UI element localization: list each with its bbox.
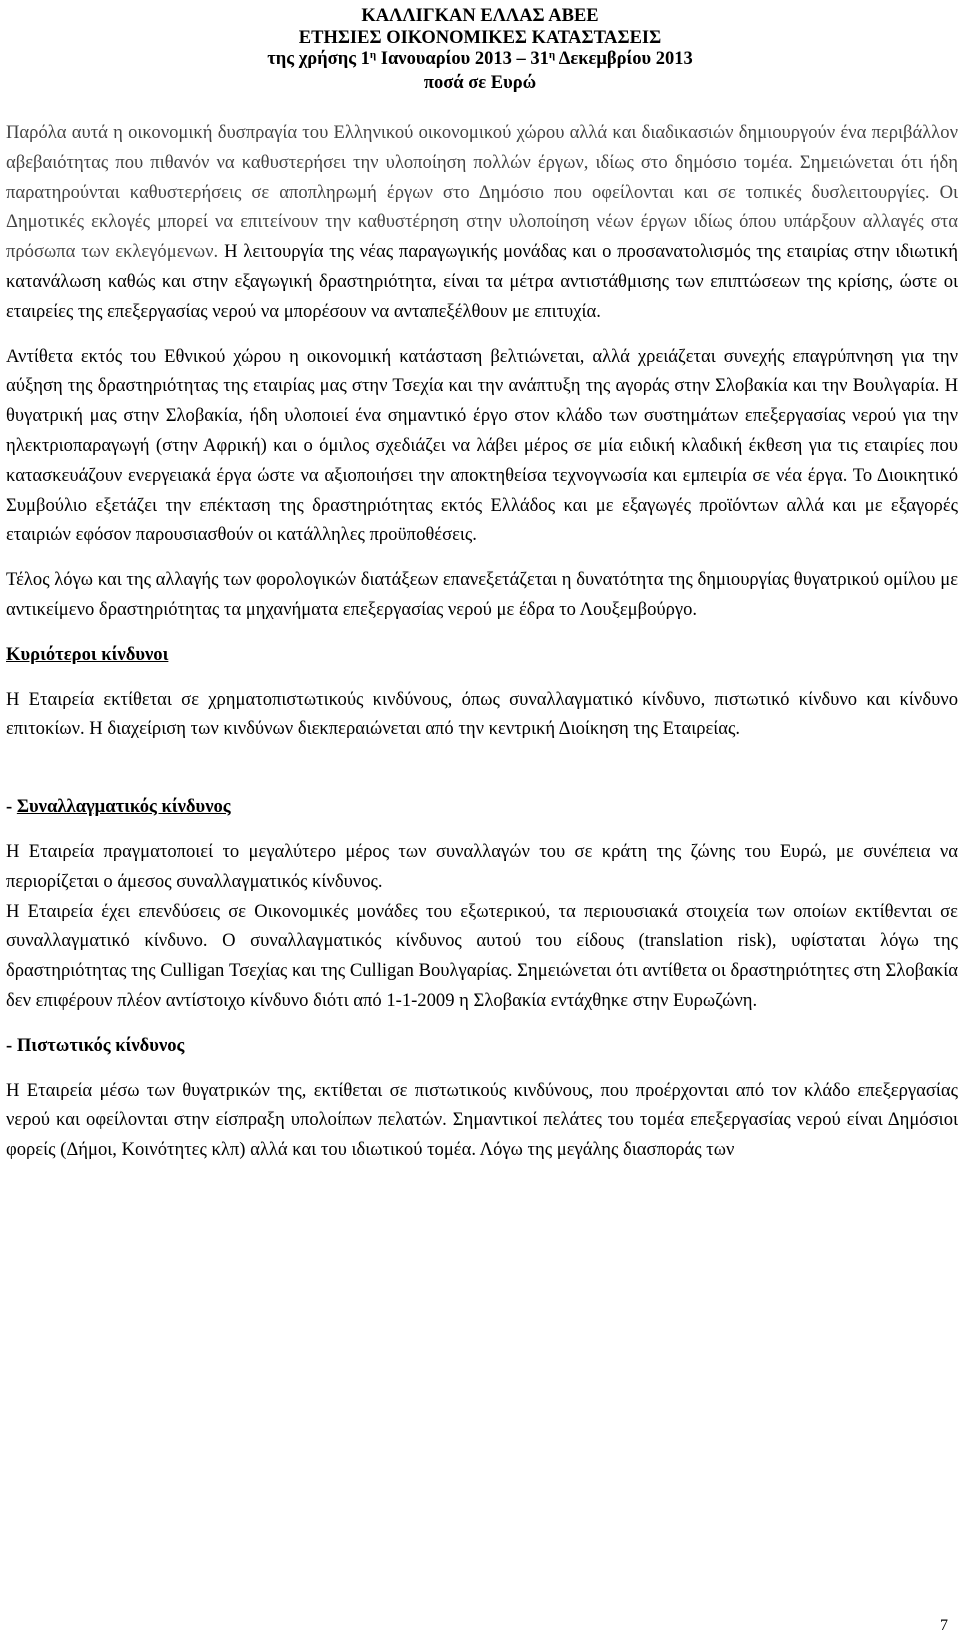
heading-main-risks: Κυριότεροι κίνδυνοι — [6, 643, 169, 665]
currency-note: ποσά σε Ευρώ — [423, 72, 537, 93]
paragraph-credit: Η Εταιρεία μέσω των θυγατρικών της, εκτίθεται σε πιστωτικούς κινδύνους, που προέρχονται από τον κλάδο επεξεργασίας νερού και οφείλονται στην είσπραξη υπολοίπων πελατών. Σημαντικοί πελάτες του τομέα επεξεργασίας νερού είναι Δημόσιοι φορείς (Δήμοι, Κοινότητες κλπ) αλλά και του ιδιωτικού τομέα. Λόγω της μεγάλης διασποράς των — [6, 1079, 958, 1161]
paragraph-fx-translation: Η Εταιρεία έχει επενδύσεις σε Οικονομικές μονάδες του εξωτερικού, τα περιουσιακά στοιχεία των οποίων εκτίθενται σε συναλλαγματικό κίνδυνο. Ο συναλλαγματικός κίνδυνος αυτού του είδους (translation risk), υφίσταται λόγω της δραστηριότητας της Culligan Τσεχίας και της Culligan Βουλγαρίας. Σημειώνεται ότι αντίθετα οι δραστηριότητες στη Σλοβακία δεν επιφέρουν πλέον αντίστοιχο κίνδυνο διότι από 1-1-2009 η Σλοβακία εντάχθηκε στην Ευρωζώνη. — [6, 900, 958, 1011]
report-title: ΕΤΗΣΙΕΣ ΟΙΚΟΝΟΜΙΚΕΣ ΚΑΤΑΣΤΑΣΕΙΣ — [298, 27, 662, 48]
paragraph-fx-eurozone: Η Εταιρεία πραγματοποιεί το μεγαλύτερο μέρος των συναλλαγών του σε κράτη της ζώνης του Ευρώ, με συνέπεια να περιορίζεται ο άμεσος συναλλαγματικός κίνδυνος. — [6, 840, 958, 892]
page-number: 7 — [940, 1617, 948, 1634]
report-period: της χρήσης $1^\eta$ Ιανουαρίου $2013 - 31^\eta$ Δεκεμβρίου 2013 — [267, 49, 693, 69]
paragraph-risks-intro: Η Εταιρεία εκτίθεται σε χρηματοπιστωτικούς κινδύνους, όπως συναλλαγματικό κίνδυνο, πιστωτικό κίνδυνο και κίνδυνο επιτοκίων. Η διαχείριση των κινδύνων διεκπεραιώνεται από την κεντρική Διοίκηση της Εταιρείας. — [6, 688, 958, 740]
paragraph-luxembourg: Τέλος λόγω και της αλλαγής των φορολογικών διατάξεων επανεξετάζεται η δυνατότητα της δημιουργίας θυγατρικού ομίλου με αντικείμενο δραστηριότητας τα μηχανήματα επεξεργασίας νερού με έδρα το Λουξεμβούργο. — [6, 569, 958, 620]
paragraph-economic-uncertainty: Παρόλα αυτά η οικονομική δυσπραγία του Ελληνικού οικονομικού χώρου αλλά και διαδικασιών δημιουργούν ένα περιβάλλον αβεβαιότητας που πιθανόν να καθυστερήσει την υλοποίηση πολλών έργων, ιδίως στο δημόσιο τομέα. Σημειώνεται ότι ήδη παρατηρούνται καθυστερήσεις σε αποπληρωμή έργων στο Δημόσιο που οφείλονται και σε τοπικές δυσλειτουργίες. Οι Δημοτικές εκλογές μπορεί να επιτείνουν την καθυστέρηση στην υλοποίηση νέων έργων ιδίως όπου υπάρξουν αλλαγές στα πρόσωπα των εκλεγόμενων. Η λειτουργία της νέας παραγωγικής μονάδας και ο προσανατολισμός της εταιρίας στην ιδιωτική κατανάλωση καθώς και στην εξαγωγική δραστηριότητα, είναι τα μέτρα αντιστάθμισης των επιπτώσεων της κρίσης, ώστε οι εταιρείες της επεξεργασίας νερού να μπορέσουν να ανταπεξέλθουν με επιτυχία. — [6, 122, 958, 322]
page-header — [0, 6, 960, 94]
heading-fx-risk: - Συναλλαγματικός κίνδυνος — [6, 796, 231, 818]
paragraph-international: Αντίθετα εκτός του Εθνικού χώρου η οικονομική κατάσταση βελτιώνεται, αλλά χρειάζεται συνεχής επαγρύπνηση για την αύξηση της δραστηριότητας της εταιρίας μας στην Τσεχία και την ανάπτυξη της αγοράς στην Σλοβακία και την Βουλγαρία. Η θυγατρική μας στην Σλοβακία, ήδη υλοποιεί ένα σημαντικό έργο στον κλάδο των συστημάτων επεξεργασίας νερού για την ηλεκτριοπαραγωγή (στην Αφρική) και ο όμιλος σχεδιάζει να λάβει μέρος σε μία ειδική κλαδική έκθεση για τις εταιρίες που κατασκευάζουν ενεργειακά έργα ώστε να αξιοποιήσει την αποκτηθείσα τεχνογνωσία και εμπειρία σε νέα έργα. Το Διοικητικό Συμβούλιο εξετάζει την επέκταση της δραστηριότητας εκτός Ελλάδος και με εξαγωγές προϊόντων αλλά και με εξαγορές εταιριών εφόσον παρουσιασθούν οι κατάλληλες προϋποθέσεις. — [6, 345, 958, 546]
document-body — [6, 118, 958, 1165]
company-name: ΚΑΛΛΙΓΚΑΝ ΕΛΛΑΣ ΑΒΕΕ — [361, 6, 599, 26]
heading-credit-risk: - Πιστωτικός κίνδυνος — [6, 1034, 185, 1056]
